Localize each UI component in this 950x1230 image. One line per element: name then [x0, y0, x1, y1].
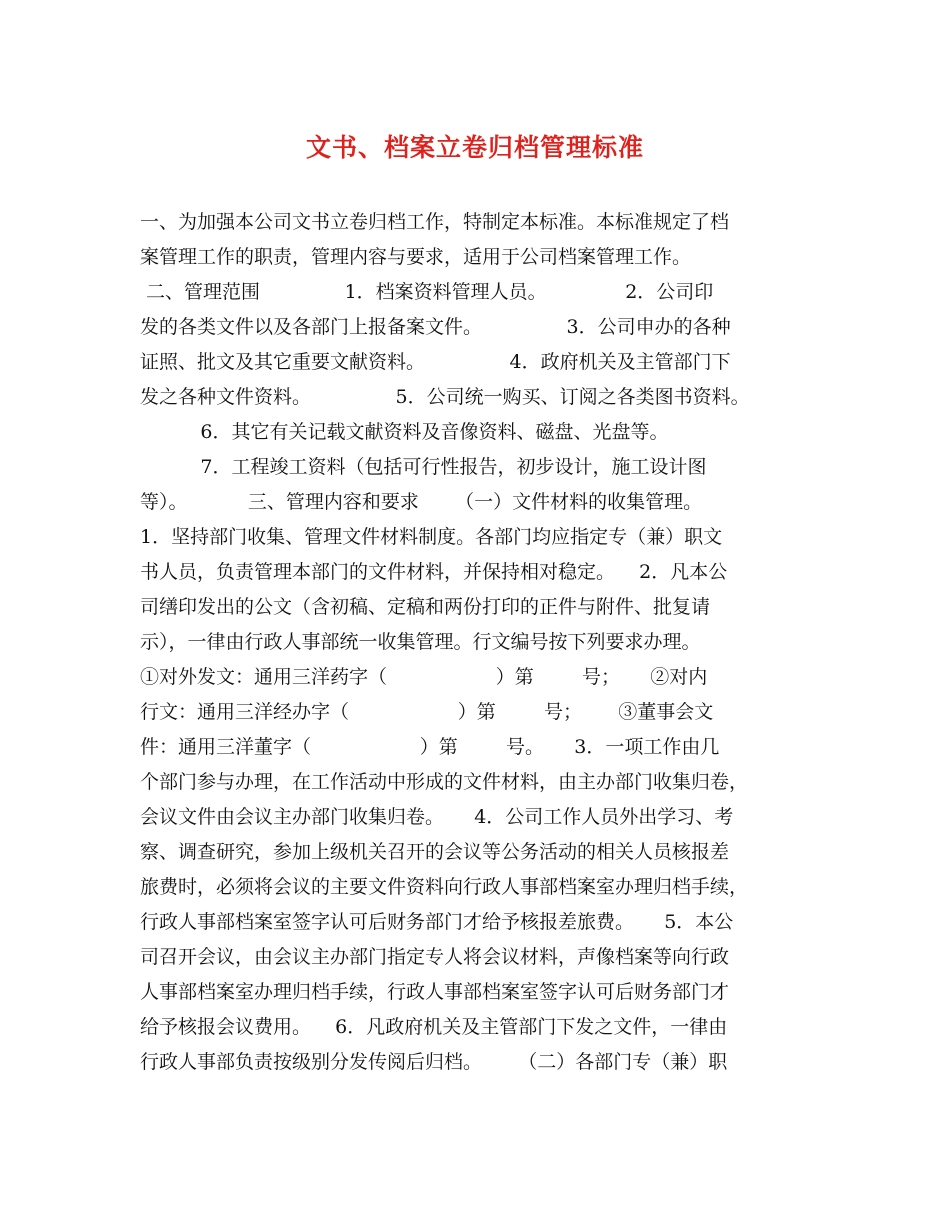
body-line: 一、为加强本公司文书立卷归档工作，特制定本标准。本标准规定了档 [140, 211, 730, 233]
body-line: 证照、批文及其它重要文献资料。 4．政府机关及主管部门下 [140, 351, 731, 373]
body-line: 旅费时，必须将会议的主要文件资料向行政人事部档案室办理归档手续， [140, 876, 749, 898]
body-line: 7．工程竣工资料（包括可行性报告，初步设计，施工设计图 [140, 456, 707, 478]
body-line: 司缮印发出的公文（含初稿、定稿和两份打印的正件与附件、批复请 [140, 596, 711, 618]
body-line: 示），一律由行政人事部统一收集管理。行文编号按下列要求办理。 [140, 631, 701, 653]
body-line: 1．坚持部门收集、管理文件材料制度。各部门均应指定专（兼）职文 [140, 526, 723, 548]
document-title: 文书、档案立卷归档管理标准 [305, 133, 644, 162]
body-line: 个部门参与办理，在工作活动中形成的文件材料，由主办部门收集归卷， [140, 771, 749, 793]
body-line: 给予核报会议费用。 6．凡政府机关及主管部门下发之文件，一律由 [140, 1016, 728, 1038]
body-line: 察、调查研究，参加上级机关召开的会议等公务活动的相关人员核报差 [140, 841, 730, 863]
body-line: 行政人事部负责按级别分发传阅后归档。 （二）各部门专（兼）职 [140, 1051, 728, 1073]
body-line: 二、管理范围 1．档案资料管理人员。 2．公司印 [140, 281, 714, 303]
body-line: 6．其它有关记载文献资料及音像资料、磁盘、光盘等。 [140, 421, 669, 443]
body-line: 行政人事部档案室签字认可后财务部门才给予核报差旅费。 5．本公 [140, 911, 734, 933]
body-line: 等）。 三、管理内容和要求 （一）文件材料的收集管理。 [140, 491, 703, 513]
body-line: 件：通用三洋董字（ ）第 号。 3．一项工作由几 [140, 736, 720, 758]
body-line: 案管理工作的职责，管理内容与要求，适用于公司档案管理工作。 [140, 246, 692, 268]
body-line: ①对外发文：通用三洋药字（ ）第 号； ②对内 [140, 666, 708, 688]
body-line: 会议文件由会议主办部门收集归卷。 4．公司工作人员外出学习、考 [140, 806, 734, 828]
body-line: 发之各种文件资料。 5．公司统一购买、订阅之各类图书资料。 [140, 386, 750, 408]
body-line: 行文：通用三洋经办字（ ）第 号； ③董事会文 [140, 701, 714, 723]
body-line: 发的各类文件以及各部门上报备案文件。 3．公司申办的各种 [140, 316, 731, 338]
body-line: 书人员，负责管理本部门的文件材料，并保持相对稳定。 2．凡本公 [140, 561, 728, 583]
body-line: 人事部档案室办理归档手续，行政人事部档案室签字认可后财务部门才 [140, 981, 730, 1003]
body-line: 司召开会议，由会议主办部门指定专人将会议材料，声像档案等向行政 [140, 946, 730, 968]
document-body [140, 205, 830, 1080]
